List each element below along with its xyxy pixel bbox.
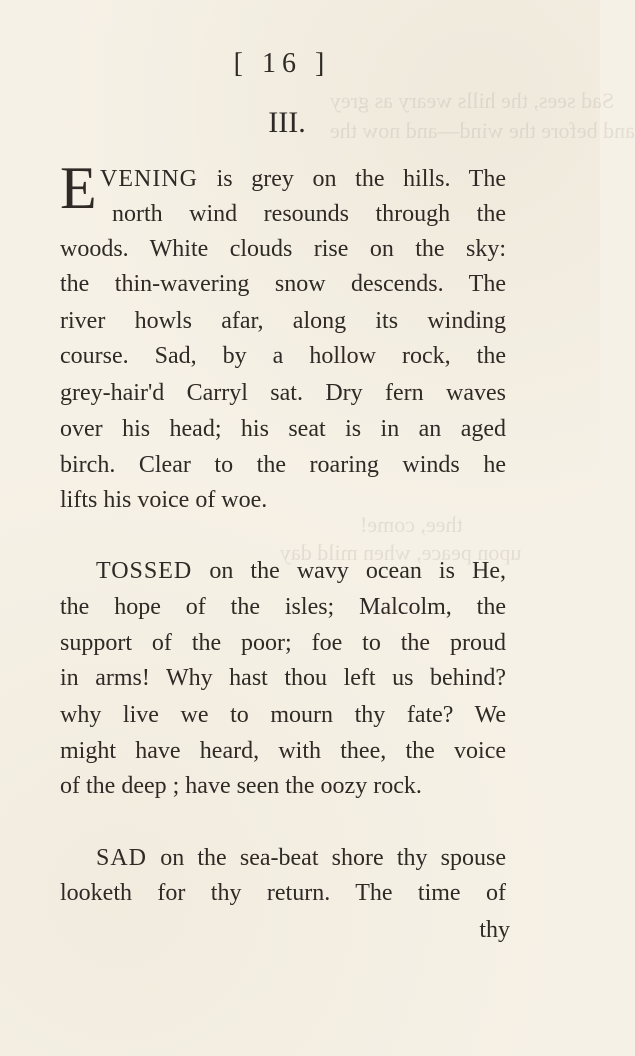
section-heading: III. <box>268 106 306 139</box>
text-line: over his head; his seat is in an aged <box>60 416 506 442</box>
text-line: course. Sad, by a hollow rock, the <box>60 343 506 369</box>
show-through-text: thee, come! <box>360 512 463 537</box>
text-line: the thin-wavering snow descends. The <box>60 271 506 297</box>
show-through-text: Sad sees, the hills weary as grey <box>330 88 615 113</box>
lead-word: SAD <box>96 845 148 871</box>
text-line: looketh for thy return. The time of <box>60 880 506 906</box>
text-line: birch. Clear to the roaring winds he <box>60 452 506 478</box>
line-text: on the sea-beat shore thy spouse <box>160 845 507 871</box>
text-line: the hope of the isles; Malcolm, the <box>60 594 506 620</box>
text-line <box>96 843 506 873</box>
text-line: grey-hair'd Carryl sat. Dry fern waves <box>60 380 506 406</box>
text-line: woods. White clouds rise on the sky: <box>60 236 506 262</box>
text-line: support of the poor; foe to the proud <box>60 630 506 656</box>
text-line: in arms! Why hast thou left us behind? <box>60 665 506 691</box>
text-line: north wind resounds through the <box>112 201 506 227</box>
catchword: thy <box>479 917 510 943</box>
show-through-text: upon peace, when mild day <box>280 540 522 565</box>
text-line: lifts his voice of woe. <box>60 487 268 513</box>
text-line <box>100 164 506 194</box>
show-through-text: and before the wind—and now the <box>330 118 635 143</box>
line-text: is grey on the hills. The <box>216 166 506 192</box>
drop-cap: E <box>60 155 97 221</box>
lead-word: TOSSED <box>96 558 193 584</box>
text-line <box>96 556 506 586</box>
lead-word: VENING <box>100 166 198 192</box>
page-number: [ 16 ] <box>233 48 331 79</box>
line-text: on the wavy ocean is He, <box>209 558 507 584</box>
text-line: why live we to mourn thy fate? We <box>60 702 506 728</box>
text-line: might have heard, with thee, the voice <box>60 738 506 764</box>
text-line: of the deep ; have seen the oozy rock. <box>60 773 422 799</box>
text-line: river howls afar, along its winding <box>60 308 506 334</box>
